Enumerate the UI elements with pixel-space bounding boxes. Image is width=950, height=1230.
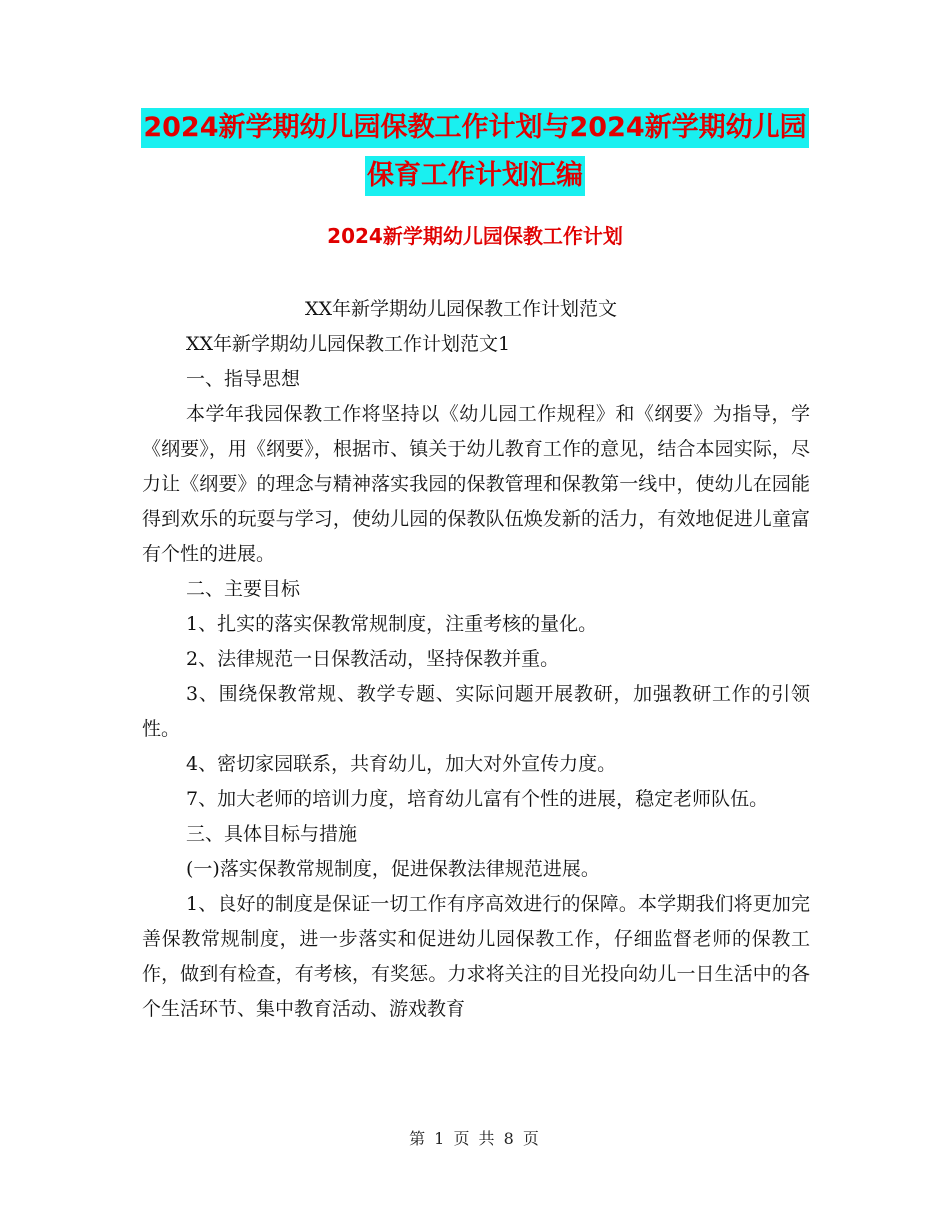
paragraph: 二、主要目标 [186, 578, 301, 600]
document-body [142, 292, 810, 1027]
paragraph: 4、密切家园联系，共育幼儿，加大对外宣传力度。 [186, 753, 617, 775]
page-footer: 第 1 页 共 8 页 [409, 1129, 541, 1148]
paragraph: 7、加大老师的培训力度，培育幼儿富有个性的进展，稳定老师队伍。 [186, 788, 769, 810]
paragraph: XX年新学期幼儿园保教工作计划范文1 [186, 333, 511, 355]
paragraph: (一)落实保教常规制度，促进保教法律规范进展。 [186, 858, 600, 880]
paragraph: 一、指导思想 [186, 368, 301, 390]
section-title: 2024新学期幼儿园保教工作计划 [327, 224, 623, 248]
paragraph: 1、良好的制度是保证一切工作有序高效进行的保障。本学期我们将更加完善保教常规制度，进一步落实和促进幼儿园保教工作，仔细监督老师的保教工作，做到有检查，有考核，有奖惩。力求将关注的目光投向幼儿一日生活中的各个生活环节、集中教育活动、游戏教育 [142, 893, 810, 1020]
paragraph: 1、扎实的落实保教常规制度，注重考核的量化。 [186, 613, 598, 635]
paragraph: 3、围绕保教常规、教学专题、实际问题开展教研，加强教研工作的引领性。 [142, 683, 810, 740]
paragraph: 三、具体目标与措施 [186, 823, 358, 845]
paragraph: 2、法律规范一日保教活动，坚持保教并重。 [186, 648, 560, 670]
title-line-2: 保育工作计划汇编 [365, 156, 585, 196]
document-title [0, 108, 950, 196]
paragraph: XX年新学期幼儿园保教工作计划范文 [304, 298, 618, 320]
paragraph: 本学年我园保教工作将坚持以《幼儿园工作规程》和《纲要》为指导，学《纲要》，用《纲要》，根据市、镇关于幼儿教育工作的意见，结合本园实际，尽力让《纲要》的理念与精神落实我园的保教管理和保教第一线中，使幼儿在园能得到欢乐的玩耍与学习，使幼儿园的保教队伍焕发新的活力，有效地促进儿童富有个性的进展。 [142, 403, 810, 565]
title-line-1: 2024新学期幼儿园保教工作计划与2024新学期幼儿园 [141, 108, 808, 148]
